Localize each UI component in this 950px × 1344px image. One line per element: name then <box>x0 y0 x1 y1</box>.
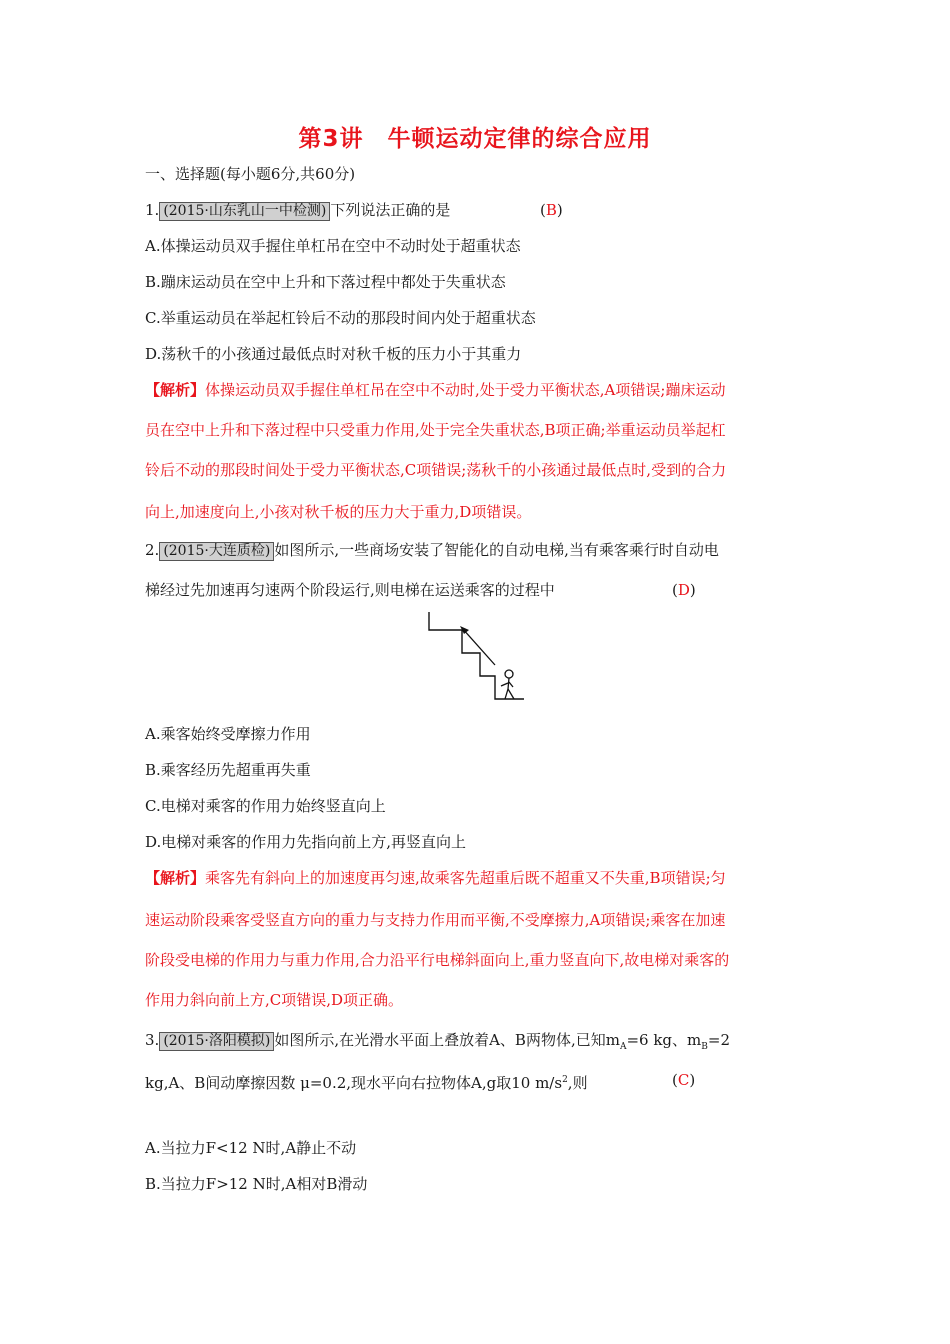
answer-letter: D <box>677 581 690 599</box>
option-d: D.荡秋千的小孩通过最低点时对秋千板的压力小于其重力 <box>145 345 522 363</box>
escalator-steps <box>429 612 524 699</box>
analysis-label: 【解析】 <box>145 869 206 887</box>
question-3-stem-cont: kg,A、B间动摩擦因数 μ=0.2,现水平向右拉物体A,g取10 $m/s^2$,则 <box>145 1074 588 1092</box>
arrow-icon <box>460 626 495 665</box>
option-a: A.当拉力F<12 N时,A静止不动 <box>145 1139 357 1157</box>
analysis-line: 阶段受电梯的作用力与重力作用,合力沿平行电梯斜面向上,重力竖直向下,故电梯对乘客的 <box>145 951 730 969</box>
option-c: C.举重运动员在举起杠铃后不动的那段时间内处于超重状态 <box>145 309 536 327</box>
escalator-diagram <box>420 610 530 705</box>
analysis-line: 作用力斜向前上方,C项错误,D项正确。 <box>145 991 404 1009</box>
source-tag: (2015·大连质检) <box>159 542 274 561</box>
page-title: 第3讲 牛顿运动定律的综合应用 <box>298 126 652 152</box>
passenger-figure <box>501 670 514 699</box>
answer-marker: (B) <box>540 201 563 219</box>
question-2-stem <box>145 540 719 561</box>
analysis-line: 【解析】乘客先有斜向上的加速度再匀速,故乘客先超重后既不超重又不失重,B项错误;匀 <box>145 869 726 887</box>
analysis-line: 速运动阶段乘客受竖直方向的重力与支持力作用而平衡,不受摩擦力,A项错误;乘客在加速 <box>145 911 726 929</box>
option-c: C.电梯对乘客的作用力始终竖直向上 <box>145 797 386 815</box>
question-number: 1. <box>145 201 160 219</box>
source-tag: (2015·山东乳山一中检测) <box>159 202 330 221</box>
answer-marker: (D) <box>672 581 696 599</box>
question-3-stem: 3. (2015·洛阳模拟) 如图所示,在光滑水平面上叠放着A、B两物体,已知$m_A=6$ kg、$m_B=2$ <box>145 1031 730 1052</box>
question-number: 2. <box>145 541 160 559</box>
analysis-label: 【解析】 <box>145 381 206 399</box>
option-a: A.体操运动员双手握住单杠吊在空中不动时处于超重状态 <box>145 237 521 255</box>
question-text: 下列说法正确的是 <box>330 201 451 219</box>
question-2-stem-cont: 梯经过先加速再匀速两个阶段运行,则电梯在运送乘客的过程中 <box>145 581 555 599</box>
option-d: D.电梯对乘客的作用力先指向前上方,再竖直向上 <box>145 833 467 851</box>
analysis-line: 员在空中上升和下落过程中只受重力作用,处于完全失重状态,B项正确;举重运动员举起杠 <box>145 421 726 439</box>
option-a: A.乘客始终受摩擦力作用 <box>145 725 311 743</box>
option-b: B.乘客经历先超重再失重 <box>145 761 311 779</box>
question-text: 如图所示,一些商场安装了智能化的自动电梯,当有乘客乘行时自动电 <box>274 541 719 559</box>
question-1-stem <box>145 200 450 221</box>
answer-marker: (C) <box>672 1071 696 1089</box>
answer-letter: C <box>677 1071 690 1089</box>
answer-letter: B <box>545 201 557 219</box>
option-b: B.当拉力F>12 N时,A相对B滑动 <box>145 1175 368 1193</box>
section-heading: 一、选择题(每小题6分,共60分) <box>145 165 356 183</box>
analysis-line: 【解析】体操运动员双手握住单杠吊在空中不动时,处于受力平衡状态,A项错误;蹦床运动 <box>145 381 726 399</box>
source-tag: (2015·洛阳模拟) <box>159 1032 274 1051</box>
question-number: 3. <box>145 1031 160 1049</box>
option-b: B.蹦床运动员在空中上升和下落过程中都处于失重状态 <box>145 273 506 291</box>
analysis-line: 向上,加速度向上,小孩对秋千板的压力大于重力,D项错误。 <box>145 503 532 521</box>
analysis-line: 铃后不动的那段时间处于受力平衡状态,C项错误;荡秋千的小孩通过最低点时,受到的合力 <box>145 461 727 479</box>
